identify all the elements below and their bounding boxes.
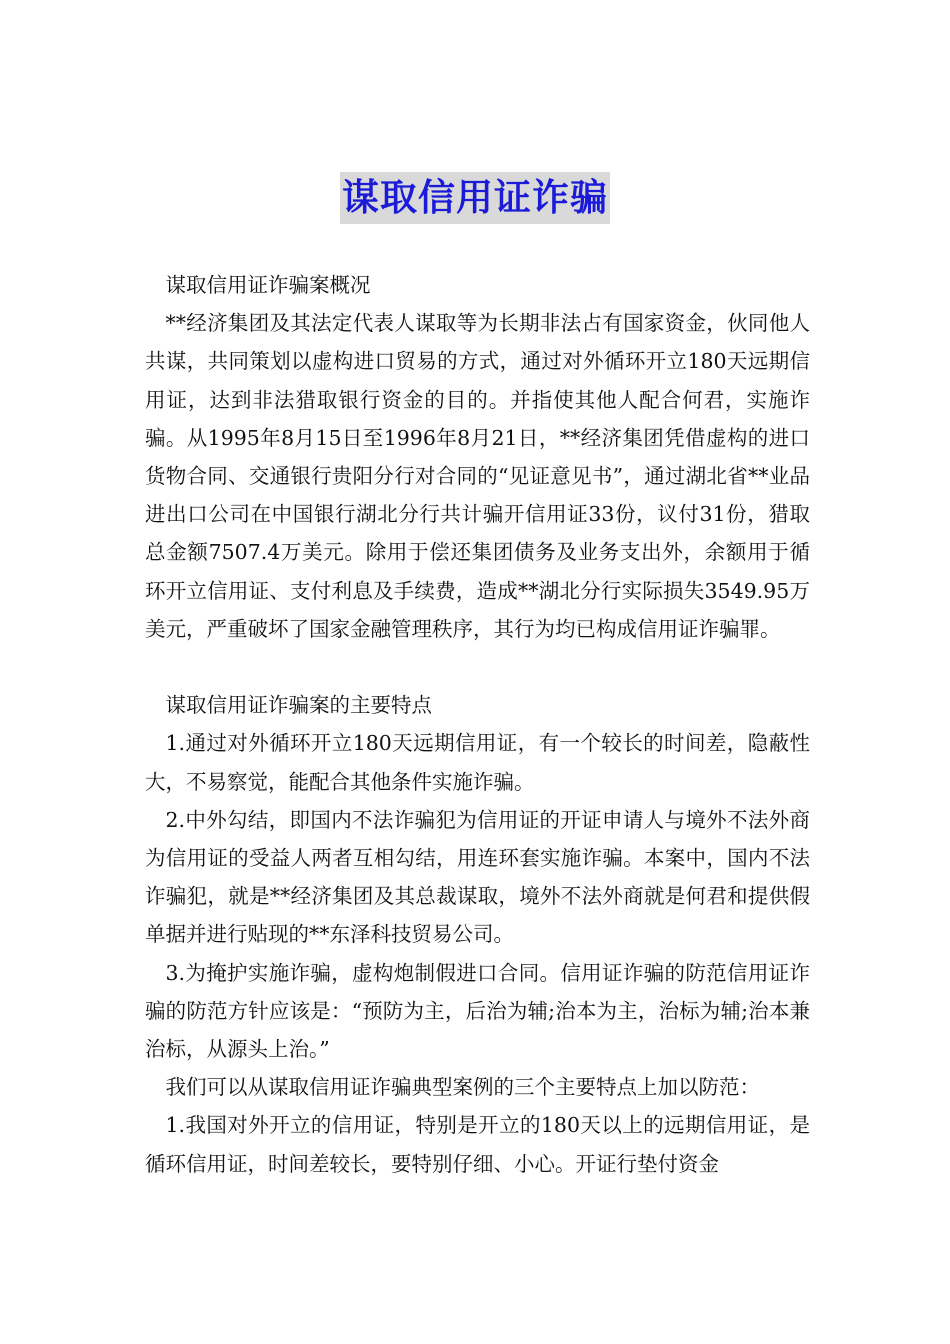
paragraph-prevention-1: 1.我国对外开立的信用证，特别是开立的180天以上的远期信用证，是循环信用证，时间差较长，要特别仔细、小心。开证行垫付资金	[145, 1113, 810, 1176]
paragraph-feature-3: 3.为掩护实施诈骗，虚构炮制假进口合同。信用证诈骗的防范信用证诈骗的防范方针应该是：“预防为主，后治为辅;治本为主，治标为辅;治本兼治标，从源头上治。”	[145, 960, 810, 1062]
paragraph-prevention-intro: 我们可以从谋取信用证诈骗典型案例的三个主要特点上加以防范：	[165, 1075, 760, 1100]
blank-line	[145, 648, 810, 686]
section-heading-features: 谋取信用证诈骗案的主要特点	[165, 693, 432, 718]
paragraph-feature-2: 2.中外勾结，即国内不法诈骗犯为信用证的开证申请人与境外不法外商为信用证的受益人两者互相勾结，用连环套实施诈骗。本案中，国内不法诈骗犯，就是**经济集团及其总裁谋取，境外不法外商就是何君和提供假单据并进行贴现的**东泽科技贸易公司。	[145, 807, 810, 947]
document-body	[145, 266, 810, 1183]
section-heading-overview: 谋取信用证诈骗案概况	[165, 273, 371, 297]
document-title: 谋取信用证诈骗	[340, 172, 610, 224]
paragraph-feature-1: 1.通过对外循环开立180天远期信用证，有一个较长的时间差，隐蔽性大，不易察觉，能配合其他条件实施诈骗。	[145, 731, 810, 794]
title-container	[0, 172, 950, 224]
paragraph-case-summary: **经济集团及其法定代表人谋取等为长期非法占有国家资金，伙同他人共谋，共同策划以虚构进口贸易的方式，通过对外循环开立180天远期信用证，达到非法猎取银行资金的目的。并指使其他人配合何君，实施诈骗。从1995年8月15日至1996年8月21日，**经济集团凭借虚构的进口货物合同、交通银行贵阳分行对合同的“见证意见书”，通过湖北省**业品进出口公司在中国银行湖北分行共计骗开信用证33份，议付31份，猎取总金额7507.4万美元。除用于偿还集团债务及业务支出外，余额用于循环开立信用证、支付利息及手续费，造成**湖北分行实际损失3549.95万美元，严重破坏了国家金融管理秩序，其行为均已构成信用证诈骗罪。	[145, 311, 810, 641]
